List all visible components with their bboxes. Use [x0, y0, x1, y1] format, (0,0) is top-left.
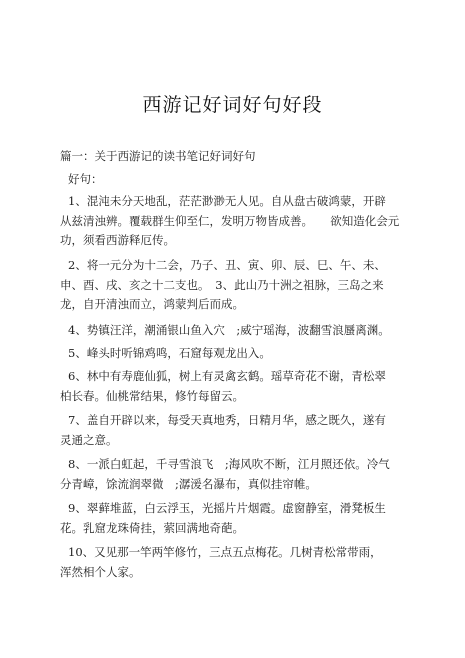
paragraph-line: 2、将一元分为十二会，乃子、丑、寅、卯、辰、巳、午、未、	[68, 258, 386, 272]
paragraph-line: 浑然相个人家。	[60, 564, 141, 579]
paragraph-line: 5、峰头时听锦鸡鸣，石窟每观龙出入。	[68, 346, 271, 360]
paragraph-9	[60, 543, 410, 582]
paragraph-3	[60, 321, 410, 341]
chapter-heading: 篇一：关于西游记的读书笔记好词好句	[60, 149, 256, 163]
paragraph-line: 7、盖自开辟以来，每受天真地秀，日精月华，感之既久，遂有	[68, 413, 386, 427]
paragraph-line: 6、林中有寿鹿仙狐，树上有灵禽玄鹤。瑶草奇花不谢，青松翠	[68, 369, 386, 383]
paragraph-7	[60, 455, 410, 494]
paragraph-line: 分青嶂，馀流润翠微 ;潺湲名瀑布，真似挂帘帷。	[60, 476, 317, 491]
paragraph-line: 申、酉、戌、亥之十二支也。 3、此山乃十洲之祖脉，三岛之来	[60, 277, 384, 292]
paragraph-6	[60, 411, 410, 450]
paragraph-line: 功，须看西游释厄传。	[60, 233, 175, 247]
paragraph-line: 8、一派白虹起，千寻雪浪飞 ;海风吹不断，江月照还依。冷气	[68, 457, 390, 471]
paragraph-2	[60, 256, 410, 315]
paragraph-line: 灵通之意。	[60, 432, 118, 447]
section-subheading: 好句：	[68, 172, 103, 186]
page-title: 西游记好词好句好段	[142, 94, 323, 116]
paragraph-line: 龙，自开清浊而立，鸿蒙判后而成。	[60, 297, 244, 311]
paragraph-line: 柏长春。仙桃常结果，修竹每留云。	[60, 388, 244, 403]
paragraph-5	[60, 367, 410, 406]
paragraph-line: 1、混沌未分天地乱，茫茫渺渺无人见。自从盘古破鸿蒙，开辟	[68, 194, 386, 208]
paragraph-1	[60, 192, 410, 251]
paragraph-line: 9、翠藓堆蓝，白云浮玉，光摇片片烟霞。虚窗静室，滑凳板生	[68, 501, 386, 515]
paragraph-8	[60, 499, 410, 538]
paragraph-line: 4、势镇汪洋，潮涌银山鱼入穴 ;威宁瑶海，波翻雪浪蜃离渊。	[68, 323, 390, 337]
paragraph-line: 花。乳窟龙珠倚挂，萦回满地奇葩。	[60, 520, 244, 535]
paragraph-line: 10、又见那一竿两竿修竹，三点五点梅花。几树青松常带雨，	[68, 545, 382, 559]
paragraph-line: 从兹清浊辨。覆载群生仰至仁，发明万物皆成善。 欲知造化会元	[60, 213, 400, 228]
paragraph-4	[60, 344, 410, 364]
